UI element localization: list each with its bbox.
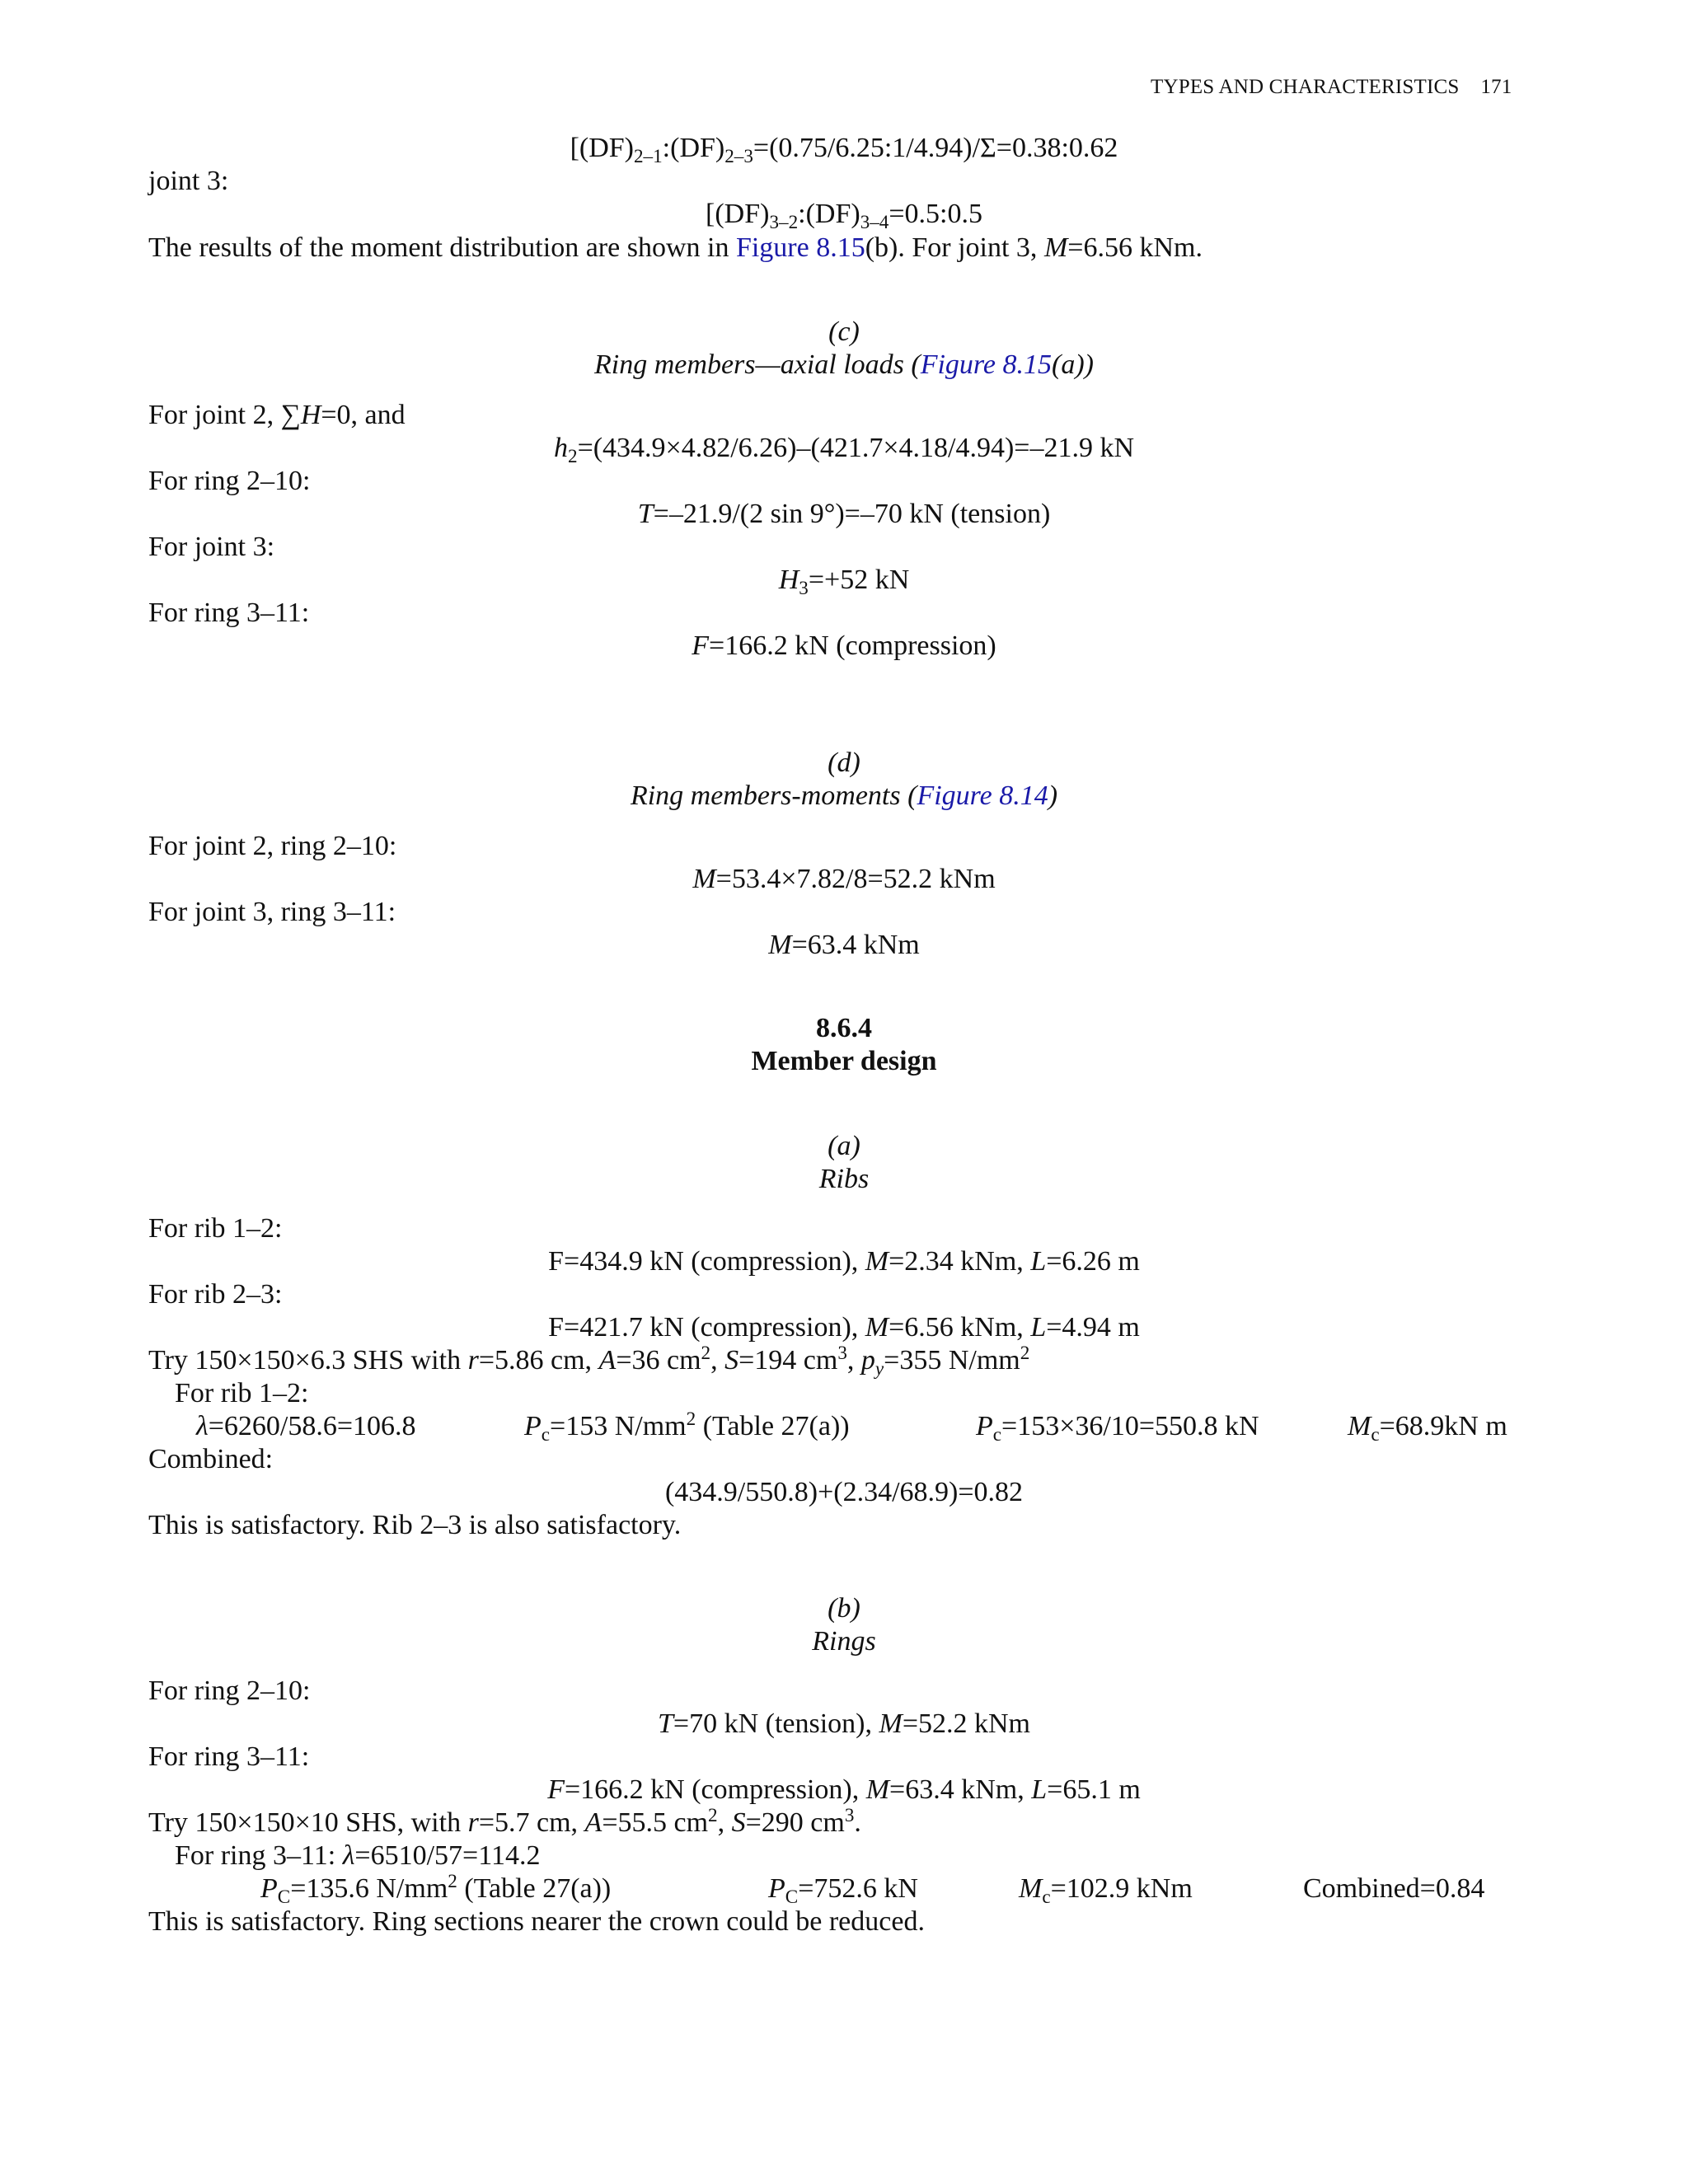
section-d-title: Ring members-moments (Figure 8.14) <box>630 780 1058 811</box>
m-equation-1: M=53.4×7.82/8=52.2 kNm <box>692 864 996 894</box>
pc-capacity-value: $P_C=752.6$ kN <box>768 1873 918 1909</box>
h3-equation: $H_3=+52$ kN <box>778 565 910 600</box>
m-equation-2: M=63.4 kNm <box>768 930 920 960</box>
section-number: 8.6.4 <box>816 1013 872 1043</box>
rib-2-3-label: For rib 2–3: <box>148 1279 283 1310</box>
t-equation: T=–21.9/(2 sin 9°)=–70 kN (tension) <box>637 499 1051 529</box>
joint3-label: joint 3: <box>148 166 229 196</box>
distribution-results-text: The results of the moment distribution are shown in Figure 8.15(b). For joint 3, M=6.56 kNm. <box>148 232 1203 263</box>
h2-equation: $h_2=(434.9\times 4.82/6.26)-(421.7\times 4.18/4.94)=-21.9$ kN <box>554 433 1134 468</box>
ring-3-11-equation: F=166.2 kN (compression), M=63.4 kNm, L=65.1 m <box>547 1774 1141 1805</box>
section-a-letter: (a) <box>828 1131 860 1161</box>
joint3-ring-label: For joint 3, ring 3–11: <box>148 897 396 927</box>
ring-2-10-equation: T=70 kN (tension), M=52.2 kNm <box>657 1708 1031 1739</box>
rib-1-2-equation: F=434.9 kN (compression), M=2.34 kNm, L=6.26 m <box>548 1246 1140 1277</box>
mc-capacity-value: $M_c=102.9$ kNm <box>1019 1873 1193 1909</box>
section-title: Member design <box>751 1046 937 1076</box>
figure-8-15-link[interactable]: Figure 8.15 <box>920 349 1052 380</box>
combined-label: Combined: <box>148 1444 274 1474</box>
ring-3-11-label: For ring 3–11: <box>148 598 310 628</box>
try-section-rings: Try 150×150×10 SHS, with r=5.7 cm, A=55.5 $cm^2$, S=290 $cm^3$. <box>148 1805 861 1838</box>
combined-equation: (434.9/550.8)+(2.34/68.9)=0.82 <box>664 1477 1024 1507</box>
figure-8-14-link[interactable]: Figure 8.14 <box>917 780 1048 811</box>
section-b-letter: (b) <box>828 1593 860 1624</box>
ring-2-10-label: For ring 2–10: <box>148 466 311 496</box>
pc-capacity-value: $P_c=153\times 36/10=550.8$ kN <box>976 1411 1259 1446</box>
section-b-title: Rings <box>812 1626 876 1657</box>
joint2-ring-label: For joint 2, ring 2–10: <box>148 831 397 861</box>
pc-stress-value: $P_c=153$ $N/mm^2$ (Table 27(a)) <box>524 1408 850 1446</box>
ribs-conclusion: This is satisfactory. Rib 2–3 is also satisfactory. <box>148 1510 682 1540</box>
page-number: 171 <box>1480 76 1512 98</box>
running-title: TYPES AND CHARACTERISTICS <box>1151 76 1460 98</box>
df-equation-joint3: [$(DF)_{3-2}:(DF)_{3-4}=0.5:0.5$ <box>706 199 982 234</box>
try-section-ribs: Try 150×150×6.3 SHS with r=5.86 cm, A=36 $cm^2$, S=194 $cm^3$, $p_y=355$ $N/mm^2$ <box>148 1343 1030 1380</box>
combined-value: Combined=0.84 <box>1303 1873 1485 1904</box>
pc-stress-value: $P_C=135.6$ $N/mm^2$ (Table 27(a)) <box>260 1871 612 1909</box>
f-equation: F=166.2 kN (compression) <box>692 630 996 661</box>
joint3-label: For joint 3: <box>148 532 275 562</box>
section-a-title: Ribs <box>818 1164 870 1194</box>
df-equation-joint2: [$(DF)_{2-1}:(DF)_{2-3}=(0.75/6.25:1/4.94)/\Sigma=0.38:0.62$ <box>570 133 1118 168</box>
rib-1-2-label: For rib 1–2: <box>148 1213 283 1244</box>
rings-conclusion: This is satisfactory. Ring sections nearer the crown could be reduced. <box>148 1906 925 1937</box>
rib-2-3-equation: F=421.7 kN (compression), M=6.56 kNm, L=4.94 m <box>548 1312 1140 1343</box>
ring-3-11-slenderness: For ring 3–11: λ=6510/57=114.2 <box>175 1840 541 1871</box>
ring-3-11-label: For ring 3–11: <box>148 1741 310 1772</box>
mc-capacity-value: $M_c=68.9kN$ m <box>1348 1411 1507 1446</box>
running-header <box>1151 71 1512 104</box>
for-rib-1-2-label: For rib 1–2: <box>175 1378 309 1408</box>
section-d-letter: (d) <box>828 748 860 778</box>
slenderness-value: λ=6260/58.6=106.8 <box>196 1411 416 1441</box>
section-c-letter: (c) <box>828 316 860 347</box>
joint2-sum-h-label: For joint 2, ∑H=0, and <box>148 400 406 430</box>
section-c-title: Ring members—axial loads (Figure 8.15(a)) <box>594 349 1094 380</box>
ring-2-10-label: For ring 2–10: <box>148 1675 311 1706</box>
figure-8-15-link[interactable]: Figure 8.15 <box>735 232 865 263</box>
